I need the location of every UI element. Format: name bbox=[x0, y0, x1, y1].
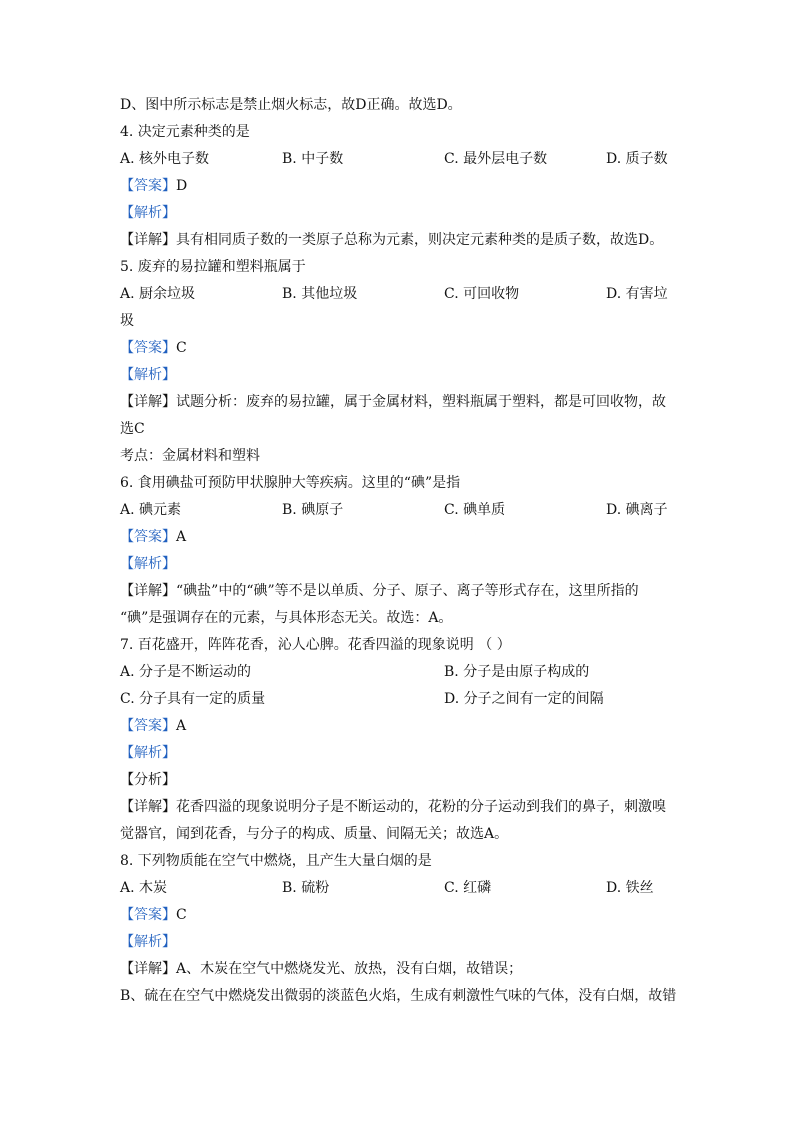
question-5 bbox=[120, 254, 676, 281]
answer-value: C bbox=[176, 340, 187, 356]
option-d: D. 有害垃 bbox=[606, 286, 668, 302]
detail-text-b: B、硫在在空气中燃烧发出微弱的淡蓝色火焰，生成有刺激性气味的气体，没有白烟，故错 bbox=[120, 988, 677, 1004]
analysis-line bbox=[120, 551, 676, 578]
analysis-line bbox=[120, 362, 676, 389]
question-7 bbox=[120, 632, 676, 659]
option-a: A. 厨余垃圾 bbox=[120, 286, 196, 302]
detail-text: 试题分析：废弃的易拉罐，属于金属材料，塑料瓶属于塑料，都是可回收物，故 bbox=[176, 394, 666, 410]
answer-tag: 【答案】 bbox=[120, 340, 176, 356]
question-text: 6. 食用碘盐可预防甲状腺肿大等疾病。这里的“碘”是指 bbox=[120, 475, 461, 491]
detail-line bbox=[120, 956, 676, 983]
answer-line bbox=[120, 173, 676, 200]
question-6 bbox=[120, 470, 676, 497]
analysis-tag: 【解析】 bbox=[120, 745, 176, 761]
detail-line bbox=[120, 794, 676, 821]
question-text: 4. 决定元素种类的是 bbox=[120, 124, 250, 140]
option-a: A. 分子是不断运动的 bbox=[120, 664, 252, 680]
answer-value: A bbox=[176, 529, 187, 545]
fenxi-tag: 【分析】 bbox=[120, 772, 176, 788]
detail-tag: 【详解】 bbox=[120, 583, 176, 599]
answer-tag: 【答案】 bbox=[120, 529, 176, 545]
analysis-tag: 【解析】 bbox=[120, 205, 176, 221]
question-text: 8. 下列物质能在空气中燃烧，且产生大量白烟的是 bbox=[120, 853, 432, 869]
analysis-line bbox=[120, 740, 676, 767]
answer-explanation-text: D、图中所示标志是禁止烟火标志，故D正确。故选D。 bbox=[120, 97, 462, 113]
answer-line bbox=[120, 335, 676, 362]
detail-continuation bbox=[120, 416, 676, 443]
option-d-continuation: 圾 bbox=[120, 313, 134, 329]
answer-tag: 【答案】 bbox=[120, 907, 176, 923]
analysis-line bbox=[120, 200, 676, 227]
option-a: A. 碘元素 bbox=[120, 502, 182, 518]
knowledge-point bbox=[120, 443, 676, 470]
detail-text-cont: “碘”是强调存在的元素，与具体形态无关。故选：A。 bbox=[120, 610, 453, 626]
detail-continuation bbox=[120, 821, 676, 848]
option-a: A. 木炭 bbox=[120, 880, 168, 896]
answer-tag: 【答案】 bbox=[120, 718, 176, 734]
option-c: C. 最外层电子数 bbox=[444, 151, 548, 167]
document-page bbox=[120, 92, 676, 1010]
option-a: A. 核外电子数 bbox=[120, 151, 210, 167]
question-4-options bbox=[120, 146, 676, 173]
option-b: B. 中子数 bbox=[282, 151, 344, 167]
option-c: C. 可回收物 bbox=[444, 286, 520, 302]
answer-tag: 【答案】 bbox=[120, 178, 176, 194]
detail-tag: 【详解】 bbox=[120, 232, 176, 248]
option-c: C. 分子具有一定的质量 bbox=[120, 691, 266, 707]
detail-text-cont: 觉器官，闻到花香，与分子的构成、质量、间隔无关；故选A。 bbox=[120, 826, 509, 842]
option-d: D. 质子数 bbox=[606, 151, 668, 167]
text-line bbox=[120, 92, 676, 119]
detail-text: 具有相同质子数的一类原子总称为元素，则决定元素种类的是质子数，故选D。 bbox=[176, 232, 664, 248]
question-5-options bbox=[120, 281, 676, 308]
detail-line bbox=[120, 227, 676, 254]
question-8-options bbox=[120, 875, 676, 902]
option-c: C. 碘单质 bbox=[444, 502, 506, 518]
answer-value: D bbox=[176, 178, 188, 194]
detail-line bbox=[120, 389, 676, 416]
question-8 bbox=[120, 848, 676, 875]
analysis-line bbox=[120, 929, 676, 956]
detail-line bbox=[120, 578, 676, 605]
option-d: D. 铁丝 bbox=[606, 880, 654, 896]
option-b: B. 碘原子 bbox=[282, 502, 344, 518]
option-d: D. 碘离子 bbox=[606, 502, 668, 518]
detail-text: 花香四溢的现象说明分子是不断运动的，花粉的分子运动到我们的鼻子，刺激嗅 bbox=[176, 799, 666, 815]
detail-text: “碘盐”中的“碘”等不是以单质、分子、原子、离子等形式存在，这里所指的 bbox=[176, 583, 639, 599]
question-6-options bbox=[120, 497, 676, 524]
detail-continuation bbox=[120, 605, 676, 632]
analysis-tag: 【解析】 bbox=[120, 934, 176, 950]
option-b: B. 其他垃圾 bbox=[282, 286, 358, 302]
detail-tag: 【详解】 bbox=[120, 394, 176, 410]
answer-line bbox=[120, 713, 676, 740]
question-7-options-row2 bbox=[120, 686, 676, 713]
detail-text-cont: 选C bbox=[120, 421, 145, 437]
detail-text: A、木炭在空气中燃烧发光、放热，没有白烟，故错误； bbox=[176, 961, 523, 977]
analysis-tag: 【解析】 bbox=[120, 556, 176, 572]
knowledge-point-text: 考点：金属材料和塑料 bbox=[120, 448, 260, 464]
question-4 bbox=[120, 119, 676, 146]
option-b: B. 分子是由原子构成的 bbox=[444, 664, 590, 680]
answer-value: A bbox=[176, 718, 187, 734]
detail-line-b bbox=[120, 983, 676, 1010]
option-b: B. 硫粉 bbox=[282, 880, 330, 896]
option-c: C. 红磷 bbox=[444, 880, 492, 896]
detail-tag: 【详解】 bbox=[120, 799, 176, 815]
answer-value: C bbox=[176, 907, 187, 923]
question-text: 7. 百花盛开，阵阵花香，沁人心脾。花香四溢的现象说明 （ ） bbox=[120, 637, 511, 653]
question-7-options-row1 bbox=[120, 659, 676, 686]
analysis-tag: 【解析】 bbox=[120, 367, 176, 383]
answer-line bbox=[120, 902, 676, 929]
answer-line bbox=[120, 524, 676, 551]
fenxi-line bbox=[120, 767, 676, 794]
option-d: D. 分子之间有一定的间隔 bbox=[444, 691, 604, 707]
option-continuation bbox=[120, 308, 676, 335]
detail-tag: 【详解】 bbox=[120, 961, 176, 977]
question-text: 5. 废弃的易拉罐和塑料瓶属于 bbox=[120, 259, 306, 275]
